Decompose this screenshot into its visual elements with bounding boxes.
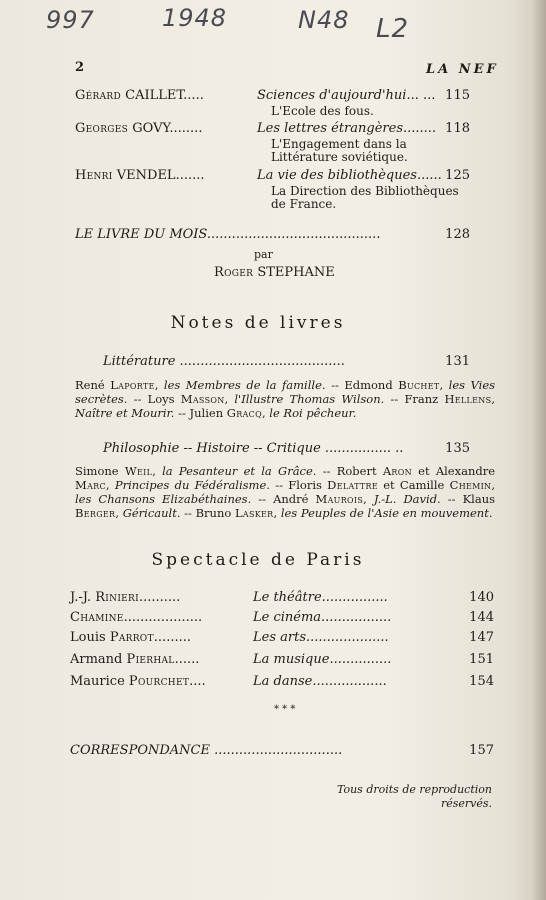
- entry-title: Sciences d'aujourd'hui... ...: [257, 88, 436, 103]
- entry-page: 125: [445, 168, 470, 183]
- spectacle-item-musique: Armand Pierhal...... La musique............... 151: [70, 652, 494, 667]
- handwritten-note-3: N48: [298, 6, 350, 34]
- toc-entry-correspondance: CORRESPONDANCE ............................... 157: [70, 743, 494, 758]
- toc-entry-philosophie: [103, 441, 470, 459]
- toc-entry-govy: [75, 121, 470, 164]
- entry-title: Les lettres étrangères........: [257, 121, 437, 136]
- handwritten-note-1: 997: [46, 6, 95, 34]
- running-title: LA NEF: [426, 62, 499, 77]
- page-edge-shadow: [532, 0, 546, 900]
- entry-page: 131: [445, 354, 470, 369]
- page-number: 2: [75, 60, 85, 75]
- toc-entry-vendel: [75, 168, 470, 211]
- handwritten-note-2: 1948: [162, 4, 228, 32]
- livre-du-mois-author: Roger STEPHANE: [214, 265, 335, 280]
- spectacle-item-danse: Maurice Pourchet.... La danse.................. 154: [70, 674, 494, 689]
- entry-page: 118: [445, 121, 470, 136]
- entry-page: 135: [445, 441, 470, 456]
- toc-entry-caillet: [75, 88, 470, 118]
- entry-subtitle: La Direction des Bibliothèques de France.: [271, 184, 459, 211]
- section-title: Philosophie -- Histoire -- Critique ................ ..: [103, 441, 404, 456]
- separator-asterisks: * * *: [274, 704, 296, 715]
- entry-title: La vie des bibliothèques......: [257, 168, 442, 183]
- par-label: par: [254, 248, 273, 261]
- entry-page: 115: [445, 88, 470, 103]
- entry-author: Gérard CAILLET.....: [75, 88, 204, 103]
- handwritten-note-4: L2: [376, 14, 410, 44]
- toc-entry-livre-du-mois: [75, 227, 470, 245]
- section-title: Littérature ........................................: [103, 354, 345, 369]
- entry-author: Henri VENDEL.......: [75, 168, 205, 183]
- philosophie-list: Simone Weil, la Pesanteur et la Grâce. -- Robert Aron et Alexandre Marc, Principes du Fédéralisme. -- Floris Delattre et Camille Chemin, les Chansons Elizabéthaines. -- André Maurois, J.-L. David. -- Klaus Berger, Géricault. -- Bruno Lasker, les Peuples de l'Asie en mouvement.: [75, 464, 496, 520]
- rights-notice: Tous droits de reproduction réservés.: [336, 783, 492, 810]
- entry-author: Georges GOVY........: [75, 121, 203, 136]
- entry-subtitle: L'Ecole des fous.: [271, 104, 374, 118]
- spectacle-item-theatre: J.-J. Rinieri.......... Le théâtre................ 140: [70, 590, 494, 605]
- toc-entry-litterature: [103, 354, 470, 372]
- entry-subtitle: L'Engagement dans la Littérature soviétique.: [271, 137, 408, 164]
- litterature-list: René Laporte, les Membres de la famille. -- Edmond Buchet, les Vies secrètes. -- Loys Masson, l'Illustre Thomas Wilson. -- Franz Hellens, Naître et Mourir. -- Julien Gracq, le Roi pêcheur.: [75, 378, 496, 420]
- spectacle-item-cinema: Chamine................... Le cinéma................. 144: [70, 610, 494, 625]
- notes-heading: Notes de livres: [170, 313, 346, 333]
- spectacle-item-arts: Louis Parrot......... Les arts.................... 147: [70, 630, 494, 645]
- entry-page: 128: [445, 227, 470, 242]
- spectacle-heading: Spectacle de Paris: [151, 550, 365, 570]
- entry-title: LE LIVRE DU MOIS..........................................: [75, 227, 381, 242]
